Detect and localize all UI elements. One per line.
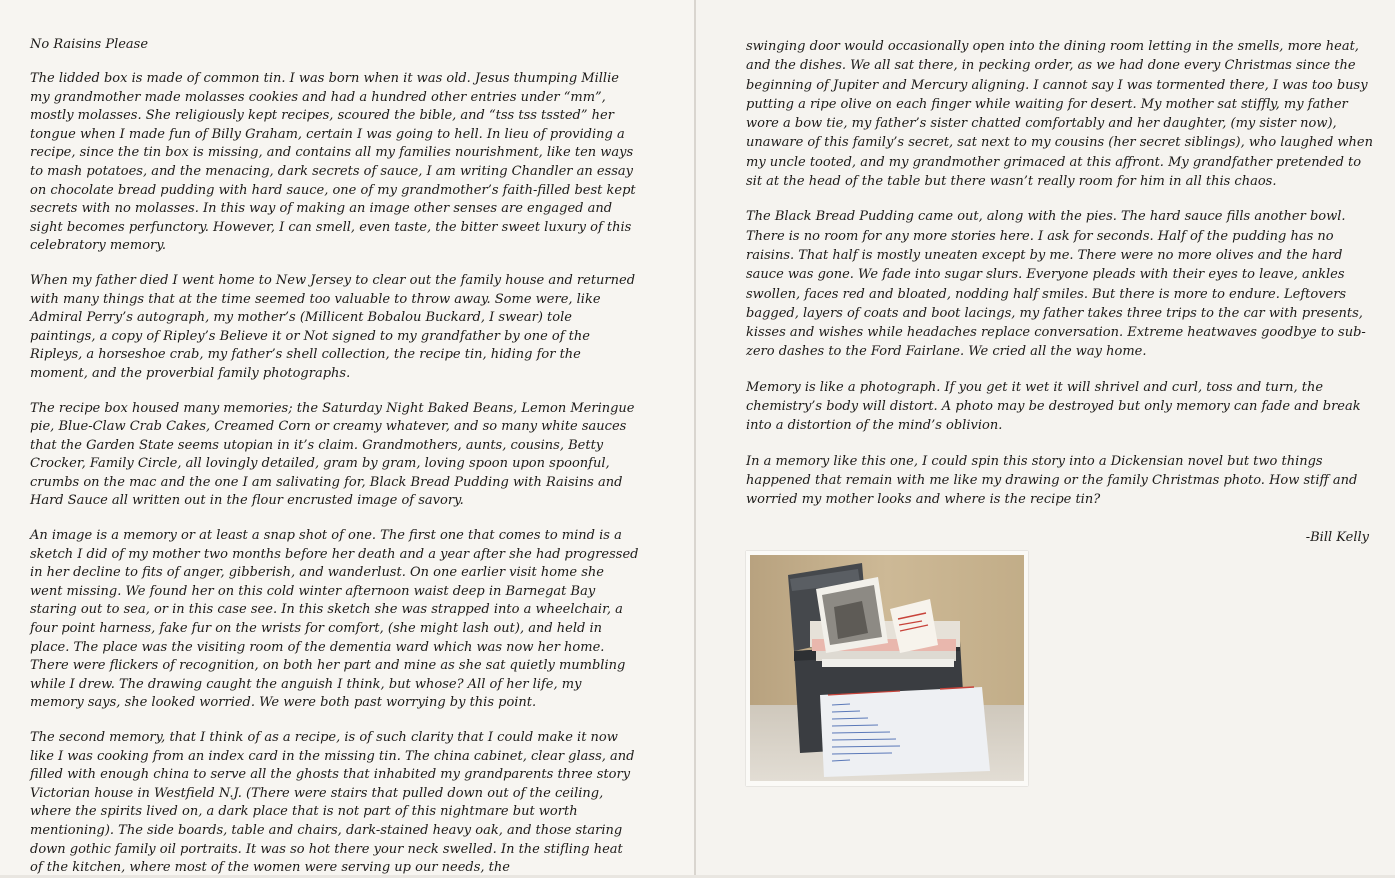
paragraph: The recipe box housed many memories; the Saturday Night Baked Beans, Lemon Meringue pie, Blue-Claw Crab Cakes, Creamed Corn or creamy whatever, and so many white sauces that the Garden State seems utopian in it’s claim. Grandmothers, aunts, cousins, Betty Crocker, Family Circle, all lovingly detailed, gram by gram, loving spoon upon spoonful, crumbs on the mac and the one I am salivating for, Black Bread Pudding with Raisins and Hard Sauce all written out in the flour encrusted image of savory. xyxy=(30,400,635,509)
paragraph: In a memory like this one, I could spin this story into a Dickensian novel but two things happened that remain with me like my drawing or the family Christmas photo. How stiff and worried my mother looks and where is the recipe tin? xyxy=(746,453,1358,508)
paragraph: Memory is like a photograph. If you get it wet it will shrivel and curl, toss and turn, the chemistry’s body will distort. A photo may be destroyed but only memory can fade and break into a distortion of the mind’s oblivion. xyxy=(746,379,1361,434)
author-signature: -Bill Kelly xyxy=(1305,529,1369,545)
essay-title: No Raisins Please xyxy=(30,37,149,52)
right-page xyxy=(696,0,1395,875)
paragraph: swinging door would occasionally open into the dining room letting in the smells, more heat, and the dishes. We all sat there, in pecking order, as we had done every Christmas since the beginning of Jupiter and Mercury aligning. I cannot say I was tormented there, I was too busy putting a ripe olive on each finger while waiting for desert. My mother sat stiffly, my father wore a bow tie, my father’s sister chatted comfortably and her daughter, (my sister now), unaware of this family’s secret, sat next to my cousins (her secret siblings), who laughed when my uncle tooted, and my grandmother grimaced at this affront. My grandfather pretended to sit at the head of the table but there wasn’t really room for him in all this chaos. xyxy=(746,39,1373,190)
recipe-tin-photo xyxy=(746,551,1028,786)
left-page xyxy=(0,0,694,875)
paragraph: An image is a memory or at least a snap shot of one. The first one that comes to mind is a sketch I did of my mother two months before her death and a year after she had progressed in her decline to fits of anger, gibberish, and wanderlust. On one earlier visit home she went missing. We found her on this cold winter afternoon waist deep in Barnegat Bay staring out to sea, or in this case see. In this sketch she was strapped into a wheelchair, a four point harness, fake fur on the wrists for comfort, (she might lash out), and held in place. The place was the visiting room of the dementia ward which was now her home. There were flickers of recognition, on both her part and mine as she sat quietly mumbling while I drew. The drawing caught the anguish I think, but whose? All of her life, my memory says, she looked worried. We were both past worrying by this point. xyxy=(30,528,639,711)
paragraph: When my father died I went home to New Jersey to clear out the family house and returned with many things that at the time seemed too valuable to throw away. Some were, like Admiral Perry’s autograph, my mother’s (Millicent Bobalou Buckard, I swear) tole paintings, a copy of Ripley’s Believe it or Not signed to my grandfather by one of the Ripleys, a horseshoe crab, my father’s shell collection, the recipe tin, hiding for the moment, and the proverbial family photographs. xyxy=(30,272,636,381)
recipe-tin-image xyxy=(750,555,1024,781)
paragraph: The Black Bread Pudding came out, along with the pies. The hard sauce fills another bowl. There is no room for any more stories here. I ask for seconds. Half of the pudding has no raisins. That half is mostly uneaten except by me. There were no more olives and the hard sauce was gone. We fade into sugar slurs. Everyone pleads with their eyes to leave, ankles swollen, faces red and bloated, nodding half smiles. But there is more to endure. Leftovers bagged, layers of coats and boot lacings, my father takes three trips to the car with presents, kisses and wishes while headaches replace conversation. Extreme heatwaves goodbye to sub-zero dashes to the Ford Fairlane. We cried all the way home. xyxy=(746,209,1366,360)
paragraph: The second memory, that I think of as a recipe, is of such clarity that I could make it now like I was cooking from an index card in the missing tin. The china cabinet, clear glass, and filled with enough china to serve all the ghosts that inhabited my grandparents three story Victorian house in Westfield N.J. (There were stairs that pulled down out of the ceiling, where the spirits lived on, a dark place that is not part of this nightmare but worth mentioning). The side boards, table and chairs, dark-stained heavy oak, and those staring down gothic family oil portraits. It was so hot there your neck swelled. In the stifling heat of the kitchen, where most of the women were serving up our needs, the xyxy=(30,730,635,876)
paragraph: The lidded box is made of common tin. I was born when it was old. Jesus thumping Millie my grandmother made molasses cookies and had a hundred other entries under “mm”, mostly molasses. She religiously kept recipes, scoured the bible, and “tss tss tssted” her tongue when I made fun of Billy Graham, certain I was going to hell. In lieu of providing a recipe, since the tin box is missing, and contains all my families nourishment, like ten ways to mash potatoes, and the menacing, dark secrets of sauce, I am writing Chandler an essay on chocolate bread pudding with hard sauce, one of my grandmother’s faith-filled best kept secrets with no molasses. In this way of making an image other senses are engaged and sight becomes perfunctory. However, I can smell, even taste, the bitter sweet luxury of this celebratory memory. xyxy=(30,71,636,254)
